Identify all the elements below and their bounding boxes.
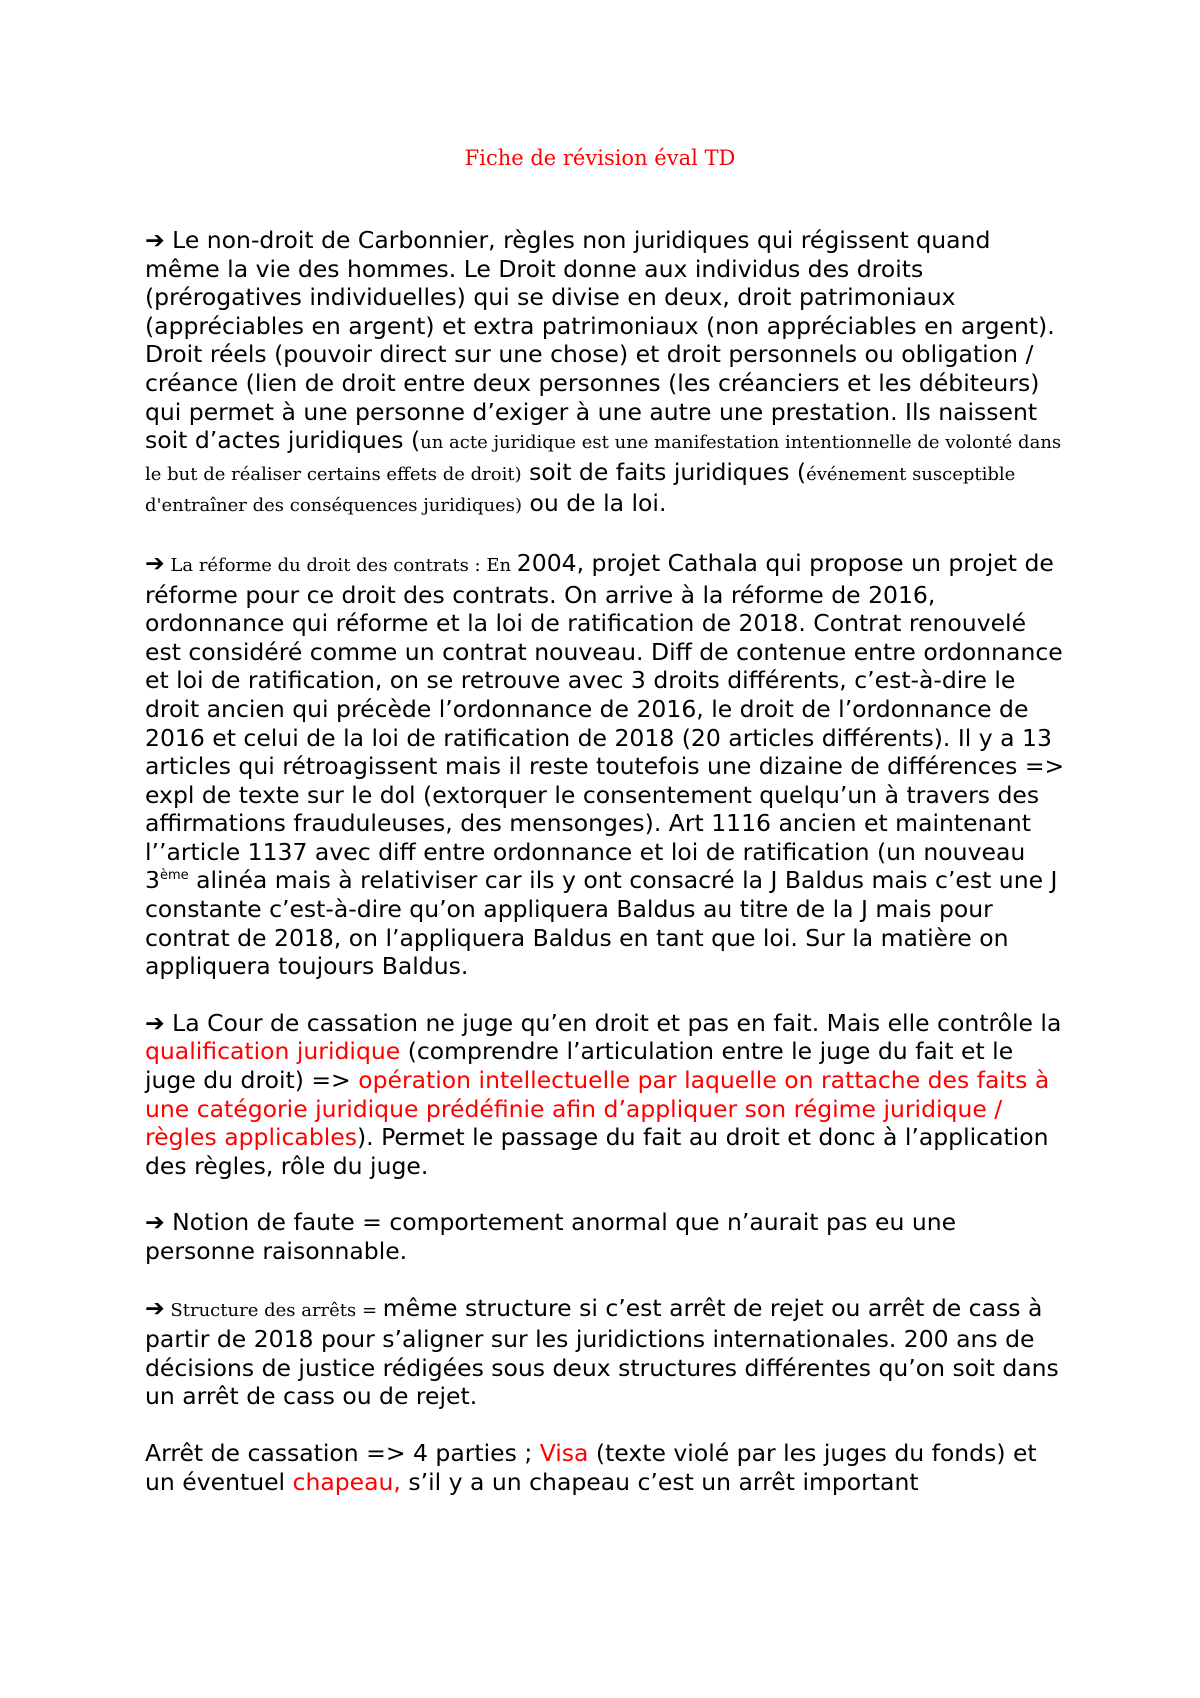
text-run-serif: La réforme du droit des contrats : En <box>164 554 517 576</box>
text-run: Le non-droit de Carbonnier, règles non juridiques qui régissent quand même la vie des hommes. Le Droit donne aux individus des droits (prérogatives individuelles) qui se divise en deux, droit patrimoniaux (appréciables en argent) et extra patrimoniaux (non appréciables en argent). Droit réels (pouvoir direct sur une chose) et droit personnels ou obligation / créance (lien de droit entre deux personnes (les créanciers et les débiteurs) qui permet à une personne d’exiger à une autre une prestation. Ils naissent soit d’actes juridiques ( <box>145 226 1055 455</box>
text-run-serif: un acte juridique est une manifestation intentionnelle de volonté dans le but de réaliser certains effets de droit) <box>145 432 1062 485</box>
text-run: La Cour de cassation ne juge qu’en droit et pas en fait. Mais elle contrôle la <box>164 1008 1062 1037</box>
superscript: ème <box>159 868 189 884</box>
text-run: soit de faits juridiques ( <box>521 457 807 486</box>
text-run: (texte violé par les juges du fonds) et un éventuel <box>145 1438 1037 1496</box>
text-run: s’il y a un chapeau c’est un arrêt important <box>400 1467 919 1496</box>
text-run-serif: Structure des arrêts = <box>164 1299 383 1321</box>
arrow-right-icon: ➔ <box>145 548 165 577</box>
paragraph-arret-cassation <box>145 1439 1065 1496</box>
highlight-red: Visa <box>539 1438 589 1467</box>
text-run: Notion de faute = comportement anormal que n’aurait pas eu une personne raisonnable. <box>145 1208 957 1265</box>
paragraph-reforme <box>145 549 1065 981</box>
document-body <box>145 226 1065 1524</box>
paragraph-structure-arrets <box>145 1294 1065 1411</box>
arrow-right-icon: ➔ <box>145 226 165 254</box>
text-run: Arrêt de cassation => 4 parties ; <box>145 1438 540 1467</box>
page-title: Fiche de révision éval TD <box>464 146 736 170</box>
text-run: ou de la loi. <box>522 489 667 518</box>
paragraph-faute <box>145 1208 1065 1265</box>
arrow-right-icon: ➔ <box>145 1008 165 1037</box>
arrow-right-icon: ➔ <box>145 1208 165 1237</box>
arrow-right-icon: ➔ <box>145 1293 165 1322</box>
highlight-red: opération intellectuelle par laquelle on rattache des faits à une catégorie juridique prédéfinie afin d’appliquer son régime juridique / règles applicables <box>145 1066 1050 1152</box>
text-run: alinéa mais à relativiser car ils y ont consacré la J Baldus mais c’est une J constante c’est-à-dire qu’on appliquera Baldus au titre de la J mais pour contrat de 2018, on l’appliquera Baldus en tant que loi. Sur la matière on appliquera toujours Baldus. <box>145 866 1058 981</box>
highlight-red: qualification juridique <box>145 1037 401 1066</box>
text-run: (comprendre l’articulation entre le juge du fait et le juge du droit) => <box>145 1037 1014 1095</box>
text-run: ). Permet le passage du fait au droit et donc à l’application des règles, rôle du juge. <box>145 1123 1049 1180</box>
text-run: 2004, projet Cathala qui propose un projet de réforme pour ce droit des contrats. On arrive à la réforme de 2016, ordonnance qui réforme et la loi de ratification de 2018. Contrat renouvelé est considéré comme un contrat nouveau. Diff de contenue entre ordonnance et loi de ratification, on se retrouve avec 3 droits différents, c’est-à-dire le droit ancien qui précède l’ordonnance de 2016, le droit de l’ordonnance de 2016 et celui de la loi de ratification de 2018 (20 articles différents). Il y a 13 articles qui rétroagissent mais il reste toutefois une dizaine de différences => expl de texte sur le dol (extorquer le consentement quelqu’un à travers des affirmations frauduleuses, des mensonges). Art 1116 ancien et maintenant l’’article 1137 avec diff entre ordonnance et loi de ratification (un nouveau 3 <box>145 548 1065 895</box>
text-run: même structure si c’est arrêt de rejet ou arrêt de cass à partir de 2018 pour s’aligner sur les juridictions internationales. 200 ans de décisions de justice rédigées sous deux structures différentes qu’on soit dans un arrêt de cass ou de rejet. <box>145 1293 1059 1411</box>
paragraph-cour-de-cassation <box>145 1009 1065 1181</box>
highlight-red: chapeau, <box>292 1467 401 1496</box>
text-run-serif: événement susceptible d'entraîner des conséquences juridiques) <box>145 463 1016 517</box>
paragraph-non-droit <box>145 226 1065 521</box>
